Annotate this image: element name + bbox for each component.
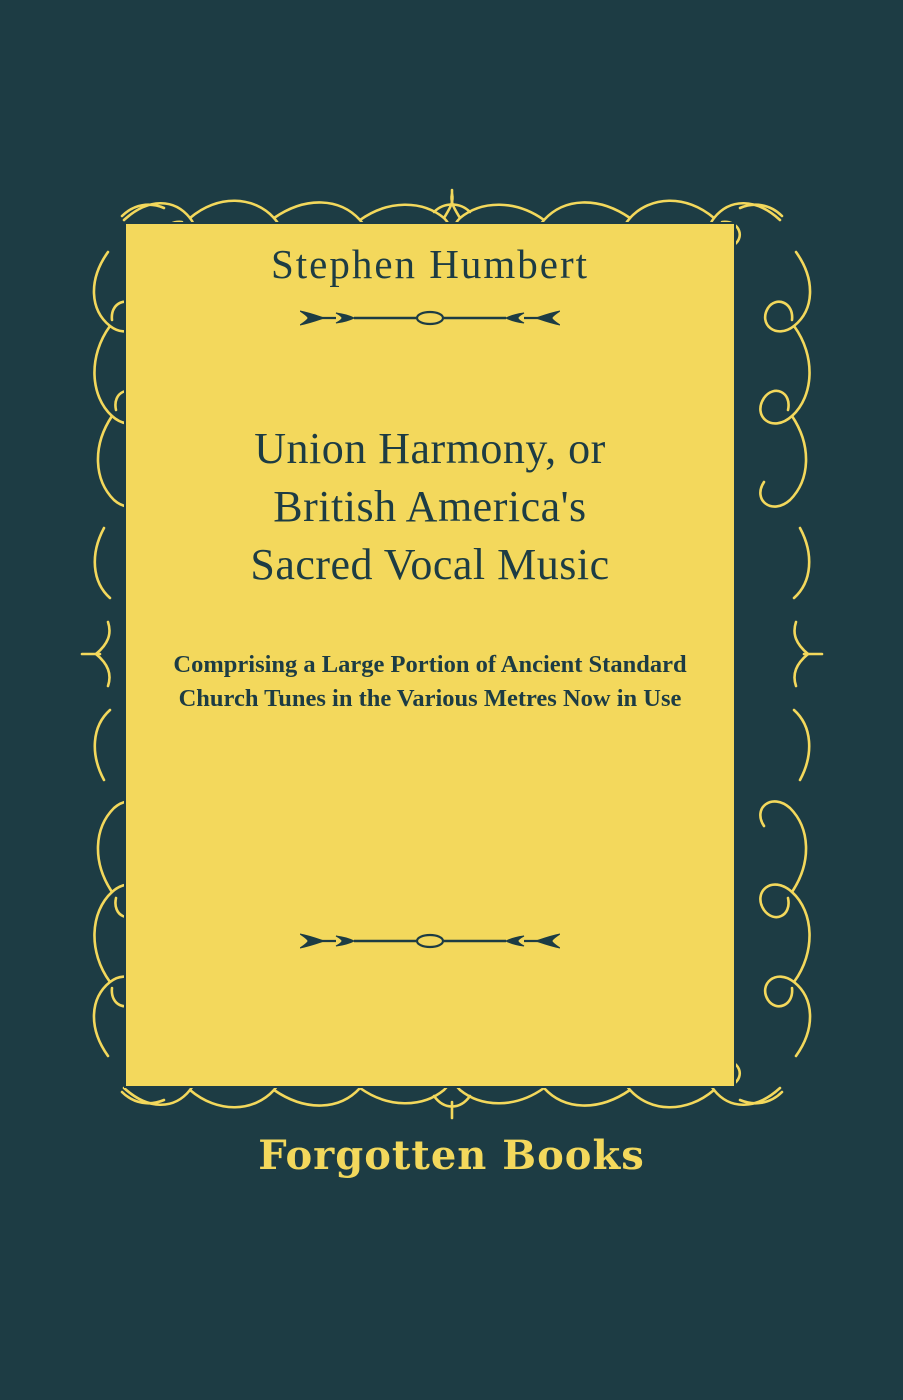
fleuron-divider-icon	[300, 305, 560, 331]
book-title	[140, 420, 720, 594]
title-line-1: Union Harmony, or	[254, 424, 606, 473]
subtitle-line-1: Comprising a Large Portion of Ancient Standard	[173, 651, 687, 678]
author-name: Stephen Humbert	[270, 241, 590, 287]
bottom-divider	[300, 928, 560, 954]
book-subtitle	[150, 648, 710, 716]
title-line-3: Sacred Vocal Music	[250, 540, 610, 590]
title-line-2: British America's	[273, 482, 587, 532]
fleuron-divider-icon	[300, 928, 560, 954]
top-divider	[300, 305, 560, 331]
subtitle-line-2: Church Tunes in the Various Metres Now in Use	[178, 684, 682, 712]
publisher-name: Forgotten Books	[258, 1132, 645, 1179]
